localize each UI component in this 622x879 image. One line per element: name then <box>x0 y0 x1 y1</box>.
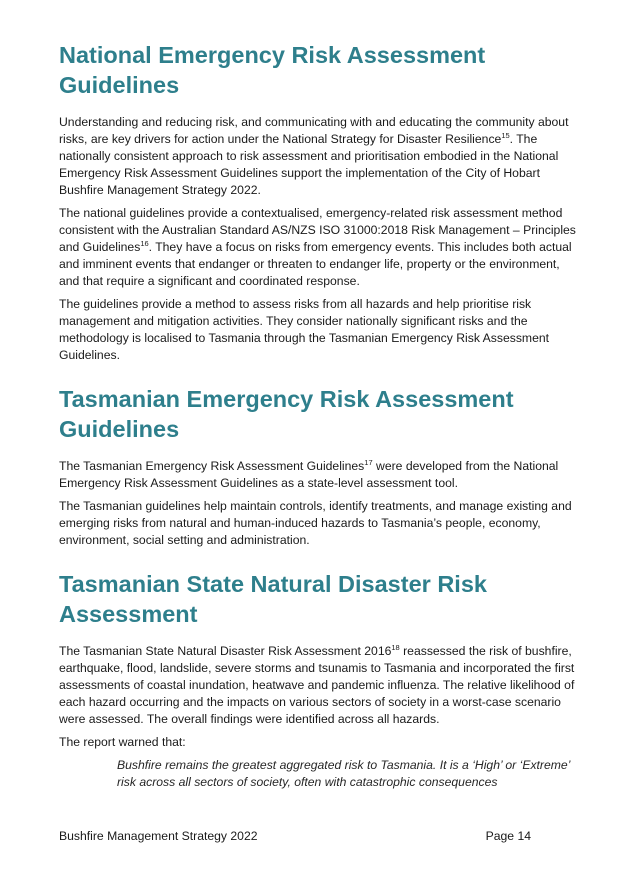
paragraph-text: were developed from the National Emergency Risk Assessment Guidelines as a state-level assessment tool. <box>59 459 559 490</box>
paragraph-text: Understanding and reducing risk, and communicating with and educating the community about risks, are key drivers for action under the National Strategy for Disaster Resilience <box>59 115 569 146</box>
paragraph <box>59 458 579 492</box>
section-heading: Tasmanian State Natural Disaster Risk Assessment <box>59 571 487 627</box>
footnote-ref[interactable]: 18 <box>391 643 400 652</box>
paragraph-text: . The nationally consistent approach to risk assessment and prioritisation embodied in the National Emergency Risk Assessment Guidelines support the implementation of the City of Hobart Bushfire Management Strategy 2022. <box>59 132 559 197</box>
page-number: Page 14 <box>485 829 531 843</box>
footnote-ref[interactable]: 15 <box>501 131 510 140</box>
page-footer <box>59 829 531 843</box>
document-page <box>59 40 579 791</box>
paragraph <box>59 114 579 199</box>
paragraph <box>59 643 579 728</box>
paragraph: The guidelines provide a method to assess risks from all hazards and help prioritise risk management and mitigation activities. They consider nationally significant risks and the methodology is localised to Tasmania through the Tasmanian Emergency Risk Assessment Guidelines. <box>59 297 550 362</box>
section-tasmanian-guidelines <box>59 384 579 549</box>
section-state-risk-assessment <box>59 569 579 791</box>
footer-title: Bushfire Management Strategy 2022 <box>59 829 258 843</box>
paragraph-text: The national guidelines provide a contextualised, emergency-related risk assessment method consistent with the Australian Standard AS/NZS ISO 31000:2018 Risk Management – Principles and Guidelines <box>59 206 576 254</box>
paragraph-text: reassessed the risk of bushfire, earthquake, flood, landslide, severe storms and tsunamis to Tasmania and incorporated the first assessments of coastal inundation, heatwave and pandemic influenza. The relative likelihood of each hazard occurring and the impacts on various sectors of society in a worst-case scenario were assessed. The overall findings were identified across all hazards. <box>59 644 575 726</box>
section-heading: National Emergency Risk Assessment Guidelines <box>59 42 486 98</box>
paragraph: The report warned that: <box>59 735 186 749</box>
paragraph: The Tasmanian guidelines help maintain controls, identify treatments, and manage existing and emerging risks from natural and human-induced hazards to Tasmania’s people, economy, environment, social setting and administration. <box>59 499 572 547</box>
block-quote: Bushfire remains the greatest aggregated risk to Tasmania. It is a ‘High’ or ‘Extreme’ risk across all sectors of society, often with catastrophic consequences <box>117 758 570 789</box>
paragraph-text: . They have a focus on risks from emergency events. This includes both actual and imminent events that endanger or threaten to endanger life, property or the environment, and that require a significant and coordinated response. <box>59 240 572 288</box>
footnote-ref[interactable]: 16 <box>140 239 149 248</box>
paragraph-text: The Tasmanian Emergency Risk Assessment Guidelines <box>59 459 365 473</box>
section-national-guidelines <box>59 40 579 364</box>
paragraph-text: The Tasmanian State Natural Disaster Risk Assessment 2016 <box>59 644 392 658</box>
footnote-ref[interactable]: 17 <box>364 458 373 467</box>
section-heading: Tasmanian Emergency Risk Assessment Guidelines <box>59 386 514 442</box>
paragraph <box>59 205 579 290</box>
